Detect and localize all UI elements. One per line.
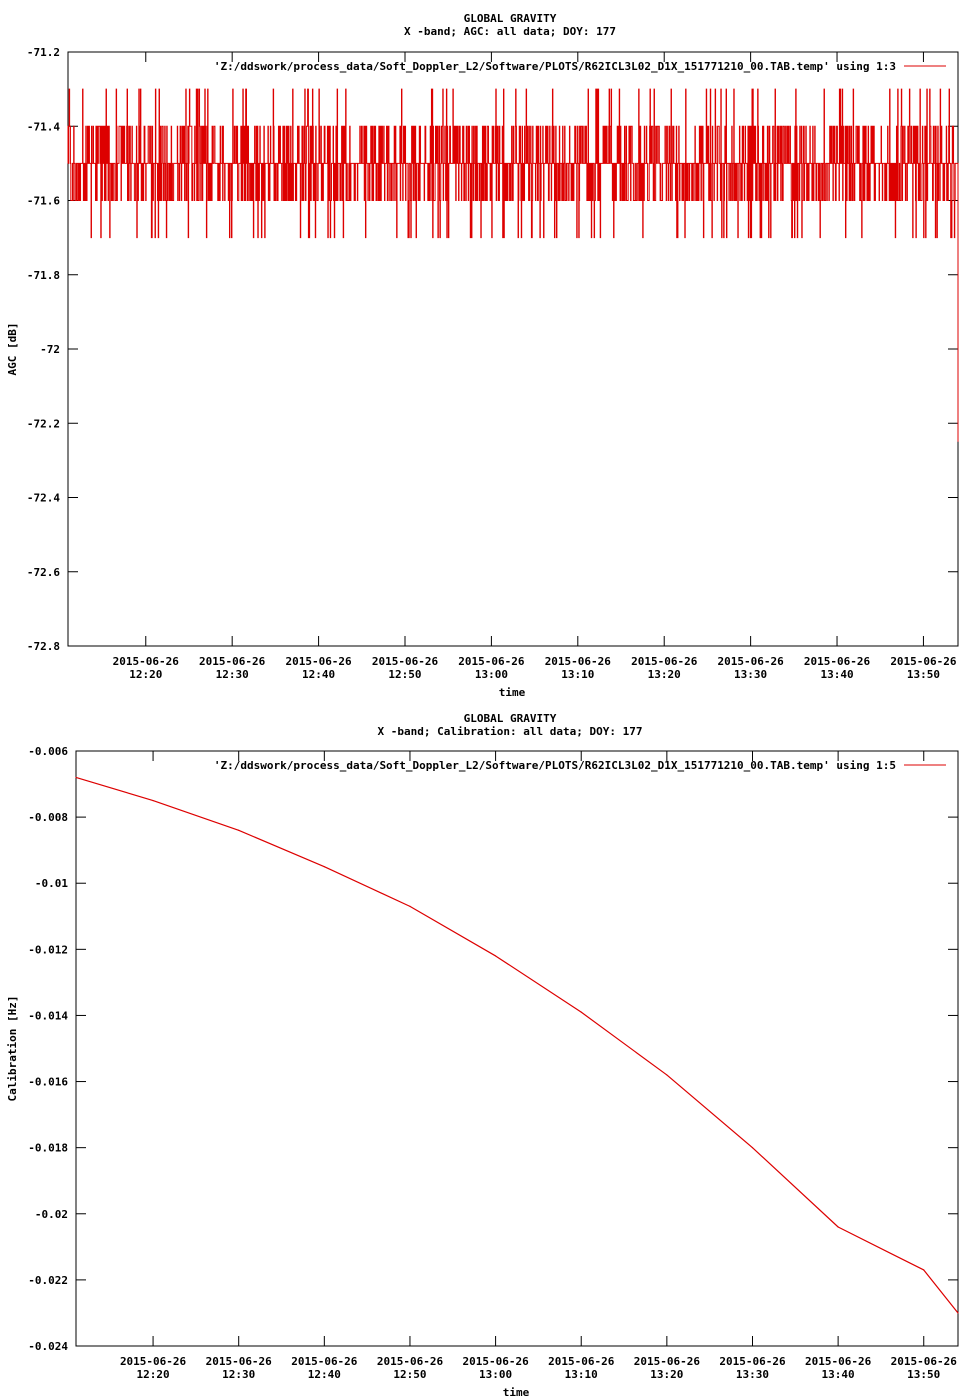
y-tick-label: -72 bbox=[40, 343, 60, 356]
data-point bbox=[409, 906, 410, 907]
x-tick-time-label: 13:20 bbox=[647, 668, 681, 681]
x-tick-date-label: 2015-06-26 bbox=[631, 655, 698, 668]
x-tick-date-label: 2015-06-26 bbox=[717, 655, 784, 668]
data-point bbox=[957, 1312, 958, 1313]
x-tick-time-label: 12:50 bbox=[393, 1368, 427, 1381]
y-tick-label: -0.022 bbox=[28, 1273, 68, 1287]
y-tick-label: -71.6 bbox=[26, 194, 60, 208]
chart-title: GLOBAL GRAVITY bbox=[463, 712, 557, 725]
x-tick-time-label: 13:10 bbox=[564, 1368, 598, 1381]
x-tick-time-label: 13:50 bbox=[907, 1368, 941, 1381]
x-tick-date-label: 2015-06-26 bbox=[462, 1355, 529, 1368]
x-tick-date-label: 2015-06-26 bbox=[719, 1355, 786, 1368]
data-point bbox=[75, 777, 76, 778]
x-tick-time-label: 12:40 bbox=[302, 668, 336, 681]
y-tick-label: -0.016 bbox=[28, 1075, 68, 1089]
series-line-agc bbox=[68, 89, 958, 442]
y-tick-label: -0.014 bbox=[28, 1009, 68, 1023]
x-tick-date-label: 2015-06-26 bbox=[890, 1355, 957, 1368]
chart-subtitle: X -band; Calibration: all data; DOY: 177 bbox=[377, 725, 643, 738]
x-axis-label: time bbox=[502, 1386, 530, 1399]
x-tick-date-label: 2015-06-26 bbox=[890, 655, 957, 668]
y-tick-label: -0.018 bbox=[28, 1141, 68, 1155]
data-point bbox=[152, 800, 153, 801]
x-tick-date-label: 2015-06-26 bbox=[205, 1355, 272, 1368]
x-tick-date-label: 2015-06-26 bbox=[548, 1355, 615, 1368]
x-tick-time-label: 13:40 bbox=[820, 668, 854, 681]
series-line-calibration bbox=[76, 777, 958, 1312]
data-point bbox=[324, 866, 325, 867]
chart-panel-2 bbox=[6, 712, 959, 1399]
data-point bbox=[495, 955, 496, 956]
legend-label: 'Z:/ddswork/process_data/Soft_Doppler_L2/Software/PLOTS/R62ICL3L02_D1X_151771210_00.TAB.temp' using 1:3 bbox=[213, 60, 896, 73]
data-point bbox=[581, 1012, 582, 1013]
y-tick-label: -72.4 bbox=[26, 491, 60, 505]
y-axis-label: AGC [dB] bbox=[6, 322, 19, 376]
x-tick-date-label: 2015-06-26 bbox=[119, 1355, 187, 1368]
y-axis-label: Calibration [Hz] bbox=[6, 995, 19, 1102]
x-tick-date-label: 2015-06-26 bbox=[371, 655, 439, 668]
x-tick-date-label: 2015-06-26 bbox=[458, 655, 525, 668]
y-tick-label: -71.4 bbox=[26, 120, 60, 134]
y-tick-label: -0.024 bbox=[28, 1340, 68, 1353]
x-tick-time-label: 12:20 bbox=[136, 1368, 170, 1381]
x-tick-time-label: 13:50 bbox=[906, 668, 940, 681]
x-tick-date-label: 2015-06-26 bbox=[285, 655, 352, 668]
x-tick-date-label: 2015-06-26 bbox=[803, 655, 871, 668]
x-tick-time-label: 12:50 bbox=[388, 668, 422, 681]
y-tick-label: -72.6 bbox=[26, 565, 60, 579]
x-tick-time-label: 13:30 bbox=[735, 1368, 770, 1381]
y-tick-label: -0.01 bbox=[34, 877, 68, 891]
legend-label: 'Z:/ddswork/process_data/Soft_Doppler_L2/Software/PLOTS/R62ICL3L02_D1X_151771210_00.TAB.temp' using 1:5 bbox=[213, 759, 896, 772]
x-axis-label: time bbox=[498, 686, 526, 699]
y-tick-label: -71.8 bbox=[26, 268, 60, 282]
y-tick-label: -72.2 bbox=[26, 417, 60, 431]
x-tick-time-label: 13:40 bbox=[821, 1368, 855, 1381]
x-tick-date-label: 2015-06-26 bbox=[199, 655, 266, 668]
data-point bbox=[666, 1074, 667, 1075]
chart-subtitle: X -band; AGC: all data; DOY: 177 bbox=[404, 25, 616, 38]
y-tick-label: -72.8 bbox=[26, 640, 60, 653]
y-tick-label: -0.008 bbox=[28, 811, 68, 825]
x-tick-date-label: 2015-06-26 bbox=[291, 1355, 358, 1368]
y-tick-label: -0.012 bbox=[28, 943, 68, 957]
y-tick-label: -71.2 bbox=[26, 46, 60, 59]
data-point bbox=[238, 830, 239, 831]
x-tick-time-label: 13:00 bbox=[479, 1368, 513, 1381]
chart-panel-1 bbox=[6, 12, 958, 699]
data-point bbox=[923, 1269, 924, 1270]
x-tick-time-label: 12:30 bbox=[215, 668, 249, 681]
x-tick-time-label: 12:30 bbox=[222, 1368, 256, 1381]
x-tick-date-label: 2015-06-26 bbox=[804, 1355, 872, 1368]
x-tick-date-label: 2015-06-26 bbox=[633, 1355, 700, 1368]
x-tick-time-label: 13:10 bbox=[561, 668, 595, 681]
x-tick-time-label: 13:00 bbox=[474, 668, 508, 681]
x-tick-time-label: 12:20 bbox=[129, 668, 163, 681]
x-tick-time-label: 12:40 bbox=[307, 1368, 341, 1381]
x-tick-date-label: 2015-06-26 bbox=[112, 655, 179, 668]
data-point bbox=[752, 1147, 753, 1148]
x-tick-date-label: 2015-06-26 bbox=[376, 1355, 444, 1368]
plot-frame bbox=[76, 751, 958, 1346]
x-tick-date-label: 2015-06-26 bbox=[544, 655, 611, 668]
y-tick-label: -0.006 bbox=[28, 745, 68, 758]
y-tick-label: -0.02 bbox=[34, 1207, 68, 1221]
data-point bbox=[838, 1226, 839, 1227]
chart-title: GLOBAL GRAVITY bbox=[463, 12, 557, 25]
x-tick-time-label: 13:20 bbox=[650, 1368, 684, 1381]
x-tick-time-label: 13:30 bbox=[734, 668, 768, 681]
